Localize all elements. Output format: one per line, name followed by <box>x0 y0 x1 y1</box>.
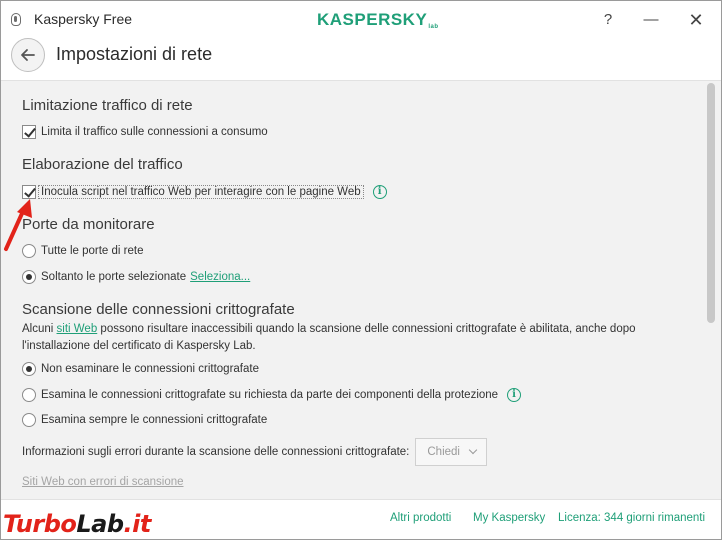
scan-errors-row <box>22 437 487 467</box>
scan-errors-select[interactable] <box>415 438 487 466</box>
limit-traffic-checkbox[interactable] <box>22 125 36 139</box>
chevron-down-icon <box>469 446 477 454</box>
kaspersky-shield-icon <box>11 13 21 26</box>
all-ports-option[interactable] <box>22 241 144 261</box>
section-title-traffic-processing: Elaborazione del traffico <box>22 156 183 173</box>
scan-errors-select-value: Chiedi <box>427 446 460 458</box>
settings-content <box>1 81 722 499</box>
scan-errors-sites-link[interactable]: Siti Web con errori di scansione <box>22 476 184 488</box>
scan-errors-label: Informazioni sugli errori durante la scansione delle connessioni crittografate: <box>22 446 410 458</box>
no-scan-option[interactable] <box>22 359 259 379</box>
scan-on-request-radio[interactable] <box>22 388 36 402</box>
section-title-ports: Porte da monitorare <box>22 216 155 233</box>
brand-name: KASPERSKY <box>317 10 428 29</box>
turbolab-watermark <box>3 508 151 540</box>
scrollbar[interactable] <box>707 81 717 499</box>
page-title: Impostazioni di rete <box>56 44 213 64</box>
scan-on-request-label: Esamina le connessioni crittografate su richiesta da parte dei componenti della protezione <box>41 389 499 401</box>
selected-ports-radio[interactable] <box>22 270 36 284</box>
inject-script-label: Inocula script nel traffico Web per interagire con le pagine Web <box>38 185 364 199</box>
scan-always-radio[interactable] <box>22 413 36 427</box>
no-scan-radio[interactable] <box>22 362 36 376</box>
selected-ports-label: Soltanto le porte selezionate <box>41 271 187 283</box>
watermark-part-lab: Lab <box>76 510 124 538</box>
websites-link[interactable]: siti Web <box>56 323 98 335</box>
info-icon[interactable]: i <box>373 185 387 199</box>
scan-always-label: Esamina sempre le connessioni crittografate <box>41 414 268 426</box>
inject-script-option[interactable] <box>22 182 387 202</box>
limit-traffic-option[interactable] <box>22 122 268 142</box>
section-title-traffic-limit: Limitazione traffico di rete <box>22 97 193 114</box>
encrypted-description <box>22 321 692 355</box>
no-scan-label: Non esaminare le connessioni crittografate <box>41 363 259 375</box>
app-title: Kaspersky Free <box>34 11 133 27</box>
scan-on-request-option[interactable] <box>22 385 521 405</box>
scrollbar-thumb[interactable] <box>707 83 715 323</box>
my-kaspersky-link[interactable]: My Kaspersky <box>473 512 546 524</box>
section-title-encrypted: Scansione delle connessioni crittografate <box>22 301 295 318</box>
minimize-button[interactable]: — <box>643 11 659 28</box>
help-button[interactable]: ? <box>603 11 613 28</box>
watermark-part-it: .it <box>123 510 151 538</box>
arrow-left-icon <box>20 47 36 63</box>
back-button[interactable] <box>11 38 45 72</box>
desc-prefix: Alcuni <box>22 323 57 335</box>
selected-ports-option[interactable] <box>22 267 250 287</box>
annotation-arrow-icon <box>1 193 37 255</box>
watermark-part-turbo: Turbo <box>3 510 77 538</box>
other-products-link[interactable]: Altri prodotti <box>390 512 452 524</box>
select-ports-link[interactable]: Seleziona... <box>190 271 251 283</box>
scan-always-option[interactable] <box>22 410 267 430</box>
license-link[interactable]: Licenza: 344 giorni rimanenti <box>558 512 706 524</box>
info-icon[interactable]: i <box>507 388 521 402</box>
title-bar <box>1 1 722 37</box>
page-header <box>1 37 722 81</box>
brand-suffix: lab <box>428 24 439 30</box>
desc-suffix: possono risultare inaccessibili quando la scansione delle connessioni crittografate è abilitata, anche dopo l'installazione del certificato di Kaspersky Lab. <box>22 323 636 352</box>
kaspersky-logo <box>317 10 438 30</box>
close-button[interactable]: ✕ <box>688 10 704 30</box>
limit-traffic-label: Limita il traffico sulle connessioni a consumo <box>41 126 268 138</box>
all-ports-label: Tutte le porte di rete <box>41 245 144 257</box>
